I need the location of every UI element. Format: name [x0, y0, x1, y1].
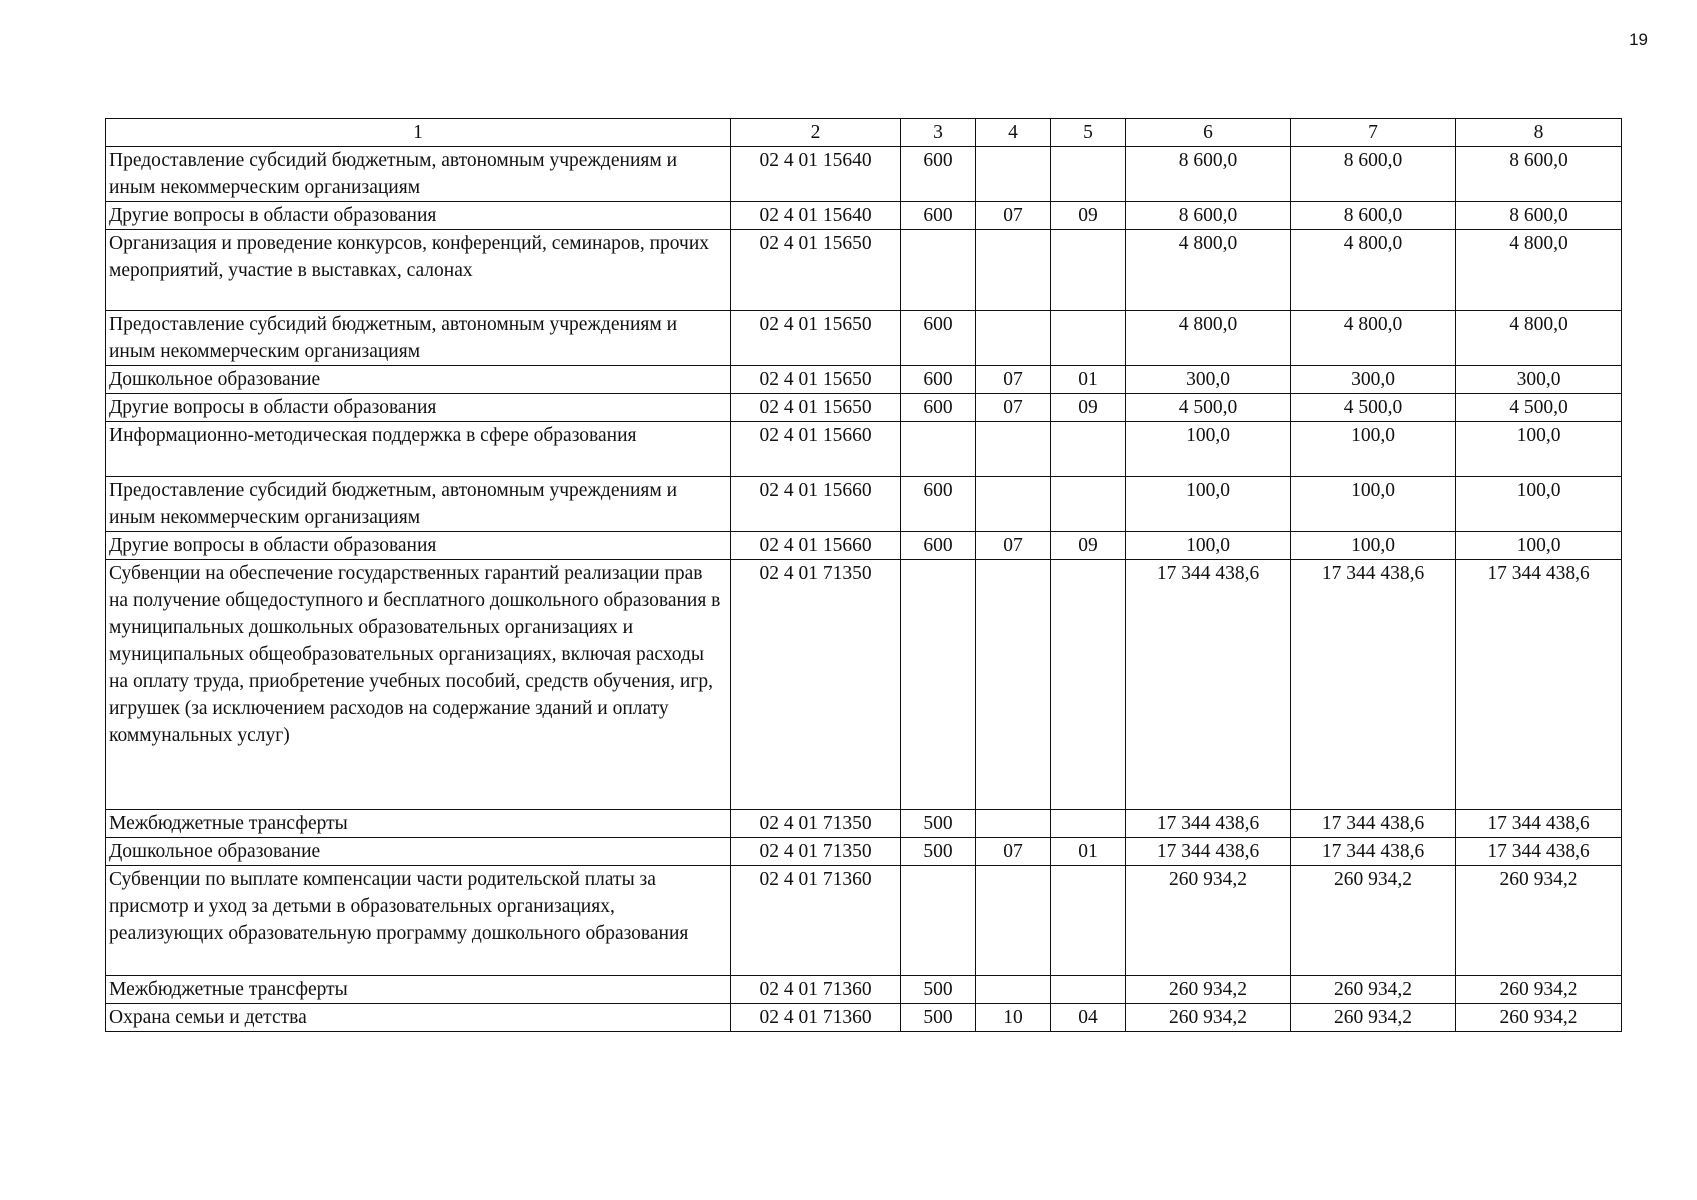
row-value-3: 8 600,0: [1456, 147, 1622, 202]
row-name: Межбюджетные трансферты: [106, 810, 731, 838]
table-row: [106, 147, 1622, 202]
row-vr: 500: [901, 976, 976, 1004]
table-row: [106, 422, 1622, 477]
row-code: 02 4 01 15650: [731, 394, 901, 422]
row-vr: 500: [901, 838, 976, 866]
row-rz: [976, 810, 1051, 838]
row-code: 02 4 01 71360: [731, 1004, 901, 1032]
row-rz: [976, 422, 1051, 477]
row-rz: [976, 477, 1051, 532]
row-code: 02 4 01 15660: [731, 422, 901, 477]
row-pr: 09: [1051, 202, 1126, 230]
row-rz: [976, 230, 1051, 311]
row-rz: [976, 311, 1051, 366]
table-row: [106, 202, 1622, 230]
header-cell: 1: [106, 119, 731, 147]
row-value-3: 17 344 438,6: [1456, 560, 1622, 810]
row-pr: 09: [1051, 394, 1126, 422]
header-cell: 4: [976, 119, 1051, 147]
row-name: Информационно-методическая поддержка в сфере образования: [106, 422, 731, 477]
row-value-3: 8 600,0: [1456, 202, 1622, 230]
row-value-1: 17 344 438,6: [1126, 838, 1291, 866]
row-code: 02 4 01 15660: [731, 477, 901, 532]
row-value-3: 17 344 438,6: [1456, 838, 1622, 866]
row-vr: 600: [901, 311, 976, 366]
row-vr: [901, 866, 976, 976]
row-rz: [976, 866, 1051, 976]
row-vr: 600: [901, 147, 976, 202]
row-pr: [1051, 230, 1126, 311]
row-value-2: 260 934,2: [1291, 976, 1456, 1004]
row-value-3: 17 344 438,6: [1456, 810, 1622, 838]
row-name: Организация и проведение конкурсов, конференций, семинаров, прочих мероприятий, участие в выставках, салонах: [106, 230, 731, 311]
row-code: 02 4 01 71350: [731, 810, 901, 838]
row-rz: 10: [976, 1004, 1051, 1032]
header-cell: 6: [1126, 119, 1291, 147]
table-row: [106, 838, 1622, 866]
row-code: 02 4 01 15660: [731, 532, 901, 560]
row-pr: [1051, 560, 1126, 810]
table-row: [106, 810, 1622, 838]
header-cell: 5: [1051, 119, 1126, 147]
header-cell: 2: [731, 119, 901, 147]
row-value-2: 17 344 438,6: [1291, 560, 1456, 810]
row-name: Предоставление субсидий бюджетным, автономным учреждениям и иным некоммерческим организациям: [106, 477, 731, 532]
row-vr: 600: [901, 366, 976, 394]
row-code: 02 4 01 71360: [731, 976, 901, 1004]
row-vr: [901, 560, 976, 810]
row-name: Субвенции на обеспечение государственных гарантий реализации прав на получение общедоступного и бесплатного дошкольного образования в муниципальных дошкольных образовательных организациях и муниципальных общеобразовательных организациях, включая расходы на оплату труда, приобретение учебных пособий, средств обучения, игр, игрушек (за исключением расходов на содержание зданий и оплату коммунальных услуг): [106, 560, 731, 810]
row-value-1: 260 934,2: [1126, 1004, 1291, 1032]
row-value-2: 300,0: [1291, 366, 1456, 394]
row-value-2: 100,0: [1291, 422, 1456, 477]
table-row: [106, 477, 1622, 532]
row-vr: 600: [901, 532, 976, 560]
row-pr: [1051, 477, 1126, 532]
row-pr: 09: [1051, 532, 1126, 560]
row-code: 02 4 01 71350: [731, 838, 901, 866]
row-name: Субвенции по выплате компенсации части родительской платы за присмотр и уход за детьми в образовательных организациях, реализующих образовательную программу дошкольного образования: [106, 866, 731, 976]
row-name: Другие вопросы в области образования: [106, 394, 731, 422]
table-row: [106, 1004, 1622, 1032]
row-code: 02 4 01 71350: [731, 560, 901, 810]
row-name: Предоставление субсидий бюджетным, автономным учреждениям и иным некоммерческим организациям: [106, 147, 731, 202]
row-name: Другие вопросы в области образования: [106, 202, 731, 230]
row-name: Дошкольное образование: [106, 838, 731, 866]
row-value-3: 260 934,2: [1456, 1004, 1622, 1032]
row-pr: [1051, 866, 1126, 976]
table-row: [106, 866, 1622, 976]
row-value-1: 17 344 438,6: [1126, 810, 1291, 838]
row-rz: 07: [976, 394, 1051, 422]
row-value-2: 8 600,0: [1291, 202, 1456, 230]
row-value-2: 260 934,2: [1291, 866, 1456, 976]
header-cell: 8: [1456, 119, 1622, 147]
row-value-2: 4 800,0: [1291, 230, 1456, 311]
row-pr: [1051, 976, 1126, 1004]
row-value-3: 4 800,0: [1456, 311, 1622, 366]
row-code: 02 4 01 15650: [731, 311, 901, 366]
row-vr: 600: [901, 202, 976, 230]
row-value-3: 100,0: [1456, 422, 1622, 477]
row-vr: 500: [901, 1004, 976, 1032]
row-value-3: 300,0: [1456, 366, 1622, 394]
row-value-1: 100,0: [1126, 477, 1291, 532]
row-vr: 600: [901, 394, 976, 422]
table-row: [106, 311, 1622, 366]
row-name: Дошкольное образование: [106, 366, 731, 394]
table-header: [106, 119, 1622, 147]
header-cell: 7: [1291, 119, 1456, 147]
table-row: [106, 560, 1622, 810]
table-row: [106, 230, 1622, 311]
budget-table: [105, 118, 1622, 1032]
row-value-3: 100,0: [1456, 532, 1622, 560]
row-rz: [976, 976, 1051, 1004]
row-pr: 04: [1051, 1004, 1126, 1032]
row-value-3: 260 934,2: [1456, 866, 1622, 976]
row-value-1: 260 934,2: [1126, 976, 1291, 1004]
row-value-2: 4 500,0: [1291, 394, 1456, 422]
row-value-1: 4 500,0: [1126, 394, 1291, 422]
row-pr: [1051, 422, 1126, 477]
row-pr: [1051, 810, 1126, 838]
row-value-1: 8 600,0: [1126, 147, 1291, 202]
row-vr: [901, 422, 976, 477]
row-value-2: 17 344 438,6: [1291, 810, 1456, 838]
row-value-1: 100,0: [1126, 532, 1291, 560]
row-vr: 500: [901, 810, 976, 838]
table-row: [106, 394, 1622, 422]
row-name: Охрана семьи и детства: [106, 1004, 731, 1032]
row-code: 02 4 01 15650: [731, 230, 901, 311]
row-rz: 07: [976, 838, 1051, 866]
row-value-3: 4 800,0: [1456, 230, 1622, 311]
row-vr: 600: [901, 477, 976, 532]
header-row: [106, 119, 1622, 147]
row-value-1: 8 600,0: [1126, 202, 1291, 230]
header-cell: 3: [901, 119, 976, 147]
row-name: Другие вопросы в области образования: [106, 532, 731, 560]
row-code: 02 4 01 15640: [731, 202, 901, 230]
row-value-1: 17 344 438,6: [1126, 560, 1291, 810]
row-code: 02 4 01 15640: [731, 147, 901, 202]
row-vr: [901, 230, 976, 311]
row-value-1: 4 800,0: [1126, 311, 1291, 366]
table-body: [106, 147, 1622, 1032]
row-value-3: 4 500,0: [1456, 394, 1622, 422]
row-value-2: 100,0: [1291, 532, 1456, 560]
row-value-1: 300,0: [1126, 366, 1291, 394]
row-value-1: 260 934,2: [1126, 866, 1291, 976]
row-value-2: 4 800,0: [1291, 311, 1456, 366]
row-rz: 07: [976, 202, 1051, 230]
row-value-3: 100,0: [1456, 477, 1622, 532]
row-pr: 01: [1051, 838, 1126, 866]
row-pr: 01: [1051, 366, 1126, 394]
row-rz: 07: [976, 366, 1051, 394]
row-rz: [976, 147, 1051, 202]
row-rz: [976, 560, 1051, 810]
table-row: [106, 976, 1622, 1004]
row-code: 02 4 01 15650: [731, 366, 901, 394]
row-value-2: 100,0: [1291, 477, 1456, 532]
row-value-2: 260 934,2: [1291, 1004, 1456, 1032]
row-name: Межбюджетные трансферты: [106, 976, 731, 1004]
table-row: [106, 532, 1622, 560]
row-name: Предоставление субсидий бюджетным, автономным учреждениям и иным некоммерческим организациям: [106, 311, 731, 366]
row-value-1: 4 800,0: [1126, 230, 1291, 311]
row-pr: [1051, 311, 1126, 366]
row-value-3: 260 934,2: [1456, 976, 1622, 1004]
row-pr: [1051, 147, 1126, 202]
table-row: [106, 366, 1622, 394]
row-code: 02 4 01 71360: [731, 866, 901, 976]
row-value-2: 17 344 438,6: [1291, 838, 1456, 866]
row-rz: 07: [976, 532, 1051, 560]
row-value-1: 100,0: [1126, 422, 1291, 477]
row-value-2: 8 600,0: [1291, 147, 1456, 202]
page-number: 19: [1629, 30, 1648, 49]
